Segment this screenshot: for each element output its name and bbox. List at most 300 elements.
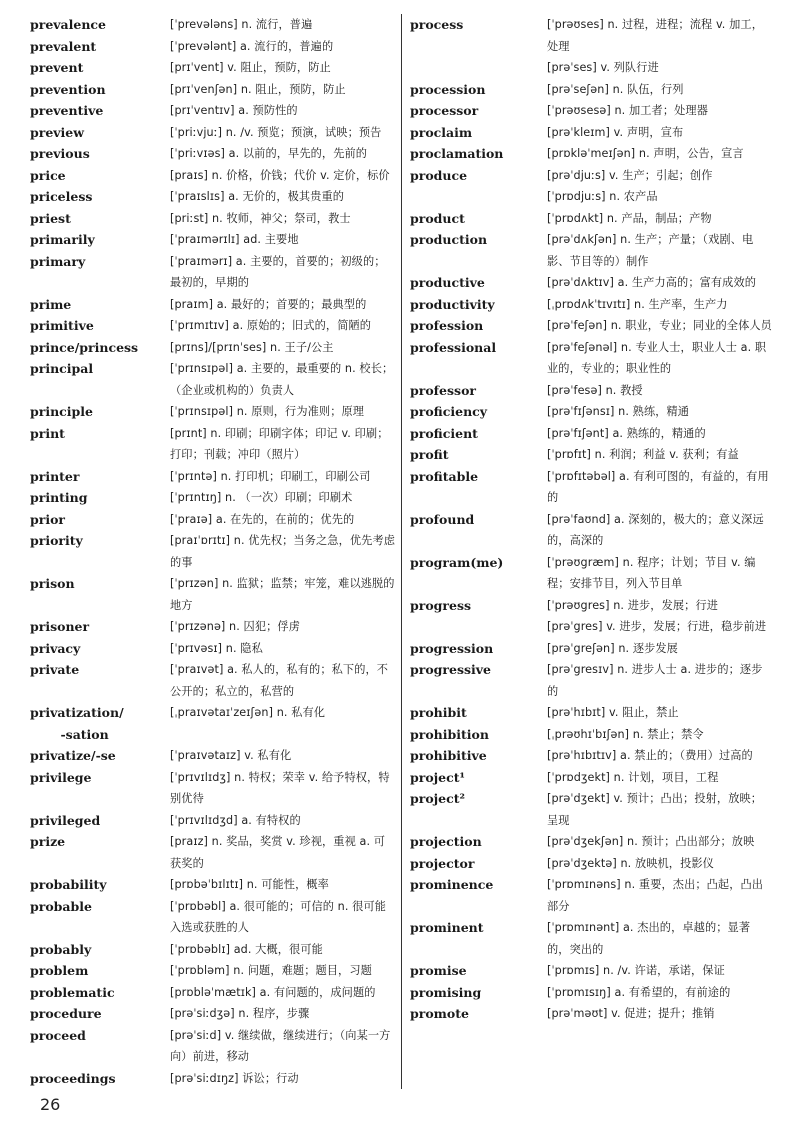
dictionary-entry xyxy=(30,530,396,573)
entry-senses xyxy=(170,767,396,810)
definition: [prəˈfaʊnd] a. 深刻的，极大的；意义深远的，高深的 xyxy=(547,512,764,547)
headword: profit xyxy=(410,447,449,462)
dictionary-entry xyxy=(30,122,396,144)
definition: [prɪˈvenʃən] n. 阻止，预防，防止 xyxy=(170,82,346,96)
definition: [ˈprɒmɪs] n. /v. 许诺，承诺，保证 xyxy=(547,964,725,977)
headword: principal xyxy=(30,361,94,376)
definition: [ˈpriːvjuː] n. /v. 预览；预演，试映；预告 xyxy=(170,125,382,139)
definition: [prəˈkleɪm] v. 声明，宣布 xyxy=(547,125,684,139)
entry-senses xyxy=(170,530,396,573)
definition: [ˈprɒdjuːs] n. 农产品 xyxy=(547,190,658,203)
dictionary-entry xyxy=(30,1003,396,1025)
definition: [ˌprəʊhɪˈbɪʃən] n. 禁止；禁令 xyxy=(547,727,704,741)
dictionary-column-left xyxy=(30,14,396,1089)
definition: [prəˈdʒekʃən] n. 预计；凸出部分；放映 xyxy=(547,835,755,848)
definition: [ˈprəʊsesə] n. 加工者；处理器 xyxy=(547,104,708,117)
entry-senses xyxy=(170,1003,396,1025)
definition: [prɪˈvent] v. 阻止，预防，防止 xyxy=(170,61,331,74)
definition: [ˈprɪnsɪpəl] n. 原则，行为准则；原理 xyxy=(170,405,365,418)
page-number: 26 xyxy=(40,1095,61,1114)
entry-senses xyxy=(547,960,772,982)
entry-senses xyxy=(170,831,396,874)
entry-senses xyxy=(170,1068,396,1090)
dictionary-entry xyxy=(30,251,396,294)
dictionary-column-right xyxy=(410,14,772,1025)
headword: professional xyxy=(410,339,497,355)
definition: [prəˈhɪbɪtɪv] a. 禁止的；（费用）过高的 xyxy=(547,749,753,762)
entry-senses xyxy=(547,229,772,272)
dictionary-entry xyxy=(30,79,396,101)
dictionary-entry xyxy=(410,767,772,789)
definition: [ˈprɪzənə] n. 囚犯；俘虏 xyxy=(170,620,300,633)
dictionary-entry xyxy=(30,659,396,702)
dictionary-entry xyxy=(30,638,396,660)
entry-senses xyxy=(547,509,772,552)
dictionary-entry xyxy=(30,509,396,531)
headword: promising xyxy=(410,984,482,1000)
definition: [prɪnt] n. 印刷；印刷字体；印记 v. 印刷；打印；刊载；冲印（照片） xyxy=(170,426,389,461)
definition: [ˈprɒfɪt] n. 利润；利益 v. 获利；有益 xyxy=(547,448,739,461)
headword: priest xyxy=(30,210,71,226)
dictionary-entry xyxy=(410,960,772,982)
headword: prize xyxy=(30,834,66,849)
entry-senses xyxy=(170,939,396,961)
entry-senses xyxy=(547,186,772,208)
definition: [ˈprɒdʒekt] n. 计划，项目，工程 xyxy=(547,770,719,784)
headword: prison xyxy=(30,576,75,591)
definition: [prəˈgreʃən] n. 逐步发展 xyxy=(547,641,678,655)
dictionary-entry xyxy=(30,702,396,745)
dictionary-entry xyxy=(30,14,396,36)
headword: promote xyxy=(410,1006,469,1021)
headword: profession xyxy=(410,318,484,333)
entry-senses xyxy=(547,466,772,509)
headword: probable xyxy=(30,898,92,914)
entry-senses xyxy=(547,638,772,660)
entry-senses xyxy=(170,229,396,251)
definition: [prəˈfeʃən] n. 职业，专业；同业的全体人员 xyxy=(547,319,772,332)
definition: [ˈprɪvɪlɪdʒ] n. 特权；荣幸 v. 给予特权，特别优待 xyxy=(170,770,390,805)
dictionary-entry xyxy=(410,509,772,552)
dictionary-entry xyxy=(410,208,772,230)
entry-senses xyxy=(170,509,396,531)
dictionary-entry xyxy=(30,939,396,961)
entry-senses xyxy=(547,315,772,337)
definition: [prəˈfeʃənəl] n. 专业人士，职业人士 a. 职业的，专业的；职业性的 xyxy=(547,340,767,375)
definition: [prəˈfesə] n. 教授 xyxy=(547,383,643,397)
entry-senses xyxy=(170,423,396,466)
dictionary-entry xyxy=(30,573,396,616)
definition: [prəˈdʌktɪv] a. 生产力高的；富有成效的 xyxy=(547,276,757,289)
definition: [ˈprevələnt] a. 流行的，普遍的 xyxy=(170,39,334,53)
headword: privilege xyxy=(30,769,92,785)
dictionary-entry xyxy=(410,444,772,466)
headword: privatization/ -sation xyxy=(30,705,124,742)
headword: prominent xyxy=(410,920,484,935)
definition: [praɪˈɒrɪtɪ] n. 优先权；当务之急，优先考虑的事 xyxy=(170,534,396,569)
headword: proficiency xyxy=(410,404,488,419)
headword: price xyxy=(30,167,66,183)
headword: problematic xyxy=(30,984,115,1000)
dictionary-entry xyxy=(410,552,772,595)
headword: printer xyxy=(30,468,80,484)
headword: progress xyxy=(410,597,472,613)
dictionary-entry xyxy=(30,896,396,939)
entry-senses xyxy=(547,659,772,702)
dictionary-entry xyxy=(30,36,396,58)
definition: [prəˈsiːdɪŋz] 诉讼；行动 xyxy=(170,1071,299,1085)
definition: [ˈprɪvɪlɪdʒd] a. 有特权的 xyxy=(170,813,301,827)
dictionary-entry xyxy=(410,143,772,165)
definition: [prəˈdʌkʃən] n. 生产；产量；（戏剧、电影、节目等的）制作 xyxy=(547,233,754,268)
dictionary-entry xyxy=(410,616,772,638)
headword: prohibition xyxy=(410,726,489,742)
headword: progressive xyxy=(410,662,491,677)
headword: privatize/-se xyxy=(30,748,116,763)
headword: prisoner xyxy=(30,619,90,634)
headword: priority xyxy=(30,533,83,548)
dictionary-entry xyxy=(410,702,772,724)
definition: [prəˈsiːdʒə] n. 程序，步骤 xyxy=(170,1007,310,1020)
entry-senses xyxy=(547,380,772,402)
entry-senses xyxy=(547,831,772,853)
definition: [prəˈfɪʃənt] a. 熟练的，精通的 xyxy=(547,426,706,440)
definition: [prəˈdjuːs] v. 生产；引起；创作 xyxy=(547,168,713,182)
entry-senses xyxy=(547,272,772,294)
headword: privileged xyxy=(30,812,101,828)
definition: [prəˈhɪbɪt] v. 阻止，禁止 xyxy=(547,706,679,719)
definition: [ˈprɒmɪnəns] n. 重要，杰出；凸起，凸出部分 xyxy=(547,878,764,913)
entry-senses xyxy=(547,401,772,423)
headword: preventive xyxy=(30,103,104,118)
entry-senses xyxy=(170,36,396,58)
dictionary-entry xyxy=(30,616,396,638)
headword: prince/princess xyxy=(30,339,139,355)
entry-senses xyxy=(547,14,772,57)
dictionary-entry xyxy=(30,767,396,810)
dictionary-entry xyxy=(30,466,396,488)
dictionary-entry xyxy=(30,337,396,359)
dictionary-entry xyxy=(410,122,772,144)
dictionary-entry xyxy=(30,165,396,187)
dictionary-entry xyxy=(410,165,772,187)
headword: progression xyxy=(410,640,494,656)
entry-senses xyxy=(547,444,772,466)
entry-senses xyxy=(170,638,396,660)
definition: [praɪz] n. 奖品，奖赏 v. 珍视，重视 a. 可获奖的 xyxy=(170,835,386,870)
definition: [prəˈdʒekt] v. 预计；凸出；投射，放映；呈现 xyxy=(547,792,763,827)
headword: privacy xyxy=(30,640,81,656)
definition: [prəˈses] v. 列队行进 xyxy=(547,61,659,74)
entry-senses xyxy=(547,208,772,230)
dictionary-entry xyxy=(410,638,772,660)
dictionary-entry xyxy=(30,423,396,466)
definition: [prəˈgres] v. 进步，发展；行进，稳步前进 xyxy=(547,620,767,633)
dictionary-entry xyxy=(410,874,772,917)
dictionary-entry xyxy=(410,853,772,875)
headword: projection xyxy=(410,834,482,849)
dictionary-entry xyxy=(410,315,772,337)
headword: promise xyxy=(410,963,467,978)
definition: [ˈprɪvəsɪ] n. 隐私 xyxy=(170,641,263,655)
headword: process xyxy=(410,17,464,32)
headword: processor xyxy=(410,103,479,118)
definition: [ˈprɒbəblɪ] ad. 大概，很可能 xyxy=(170,942,323,956)
entry-senses xyxy=(170,960,396,982)
entry-senses xyxy=(170,57,396,79)
dictionary-entry xyxy=(410,337,772,380)
entry-senses xyxy=(547,552,772,595)
entry-senses xyxy=(170,208,396,230)
entry-senses xyxy=(170,466,396,488)
entry-senses xyxy=(170,487,396,509)
entry-senses xyxy=(170,337,396,359)
dictionary-entry xyxy=(410,831,772,853)
headword: productive xyxy=(410,275,485,290)
headword: prime xyxy=(30,296,72,312)
headword: prohibitive xyxy=(410,748,487,763)
headword: product xyxy=(410,210,465,226)
headword: profitable xyxy=(410,468,479,484)
definition: [ˌpraɪvətaɪˈzeɪʃən] n. 私有化 xyxy=(170,706,326,719)
entry-senses xyxy=(170,315,396,337)
dictionary-entry xyxy=(410,186,772,208)
headword: primarily xyxy=(30,232,95,247)
headword: prevent xyxy=(30,60,84,75)
dictionary-entry xyxy=(410,229,772,272)
dictionary-entry xyxy=(30,1025,396,1068)
entry-senses xyxy=(170,401,396,423)
definition: [ˈprɪmɪtɪv] a. 原始的；旧式的，简陋的 xyxy=(170,319,372,332)
dictionary-entry xyxy=(30,487,396,509)
entry-senses xyxy=(547,143,772,165)
entry-senses xyxy=(547,745,772,767)
headword: prior xyxy=(30,511,65,527)
entry-senses xyxy=(170,874,396,896)
headword: proclamation xyxy=(410,146,504,161)
dictionary-entry xyxy=(30,810,396,832)
headword: productivity xyxy=(410,296,495,312)
dictionary-entry xyxy=(30,186,396,208)
dictionary-entry xyxy=(30,100,396,122)
headword: proceedings xyxy=(30,1070,116,1086)
definition: [ˈpriːvɪəs] a. 以前的，早先的，先前的 xyxy=(170,147,368,160)
entry-senses xyxy=(170,358,396,401)
dictionary-entry xyxy=(30,1068,396,1090)
definition: [prɒbəˈbɪlɪtɪ] n. 可能性，概率 xyxy=(170,878,329,891)
definition: [praɪm] a. 最好的；首要的；最典型的 xyxy=(170,297,367,311)
definition: [ˈprəʊgræm] n. 程序；计划；节目 v. 编程；安排节目，列入节目单 xyxy=(547,555,756,590)
definition: [prɪˈventɪv] a. 预防性的 xyxy=(170,104,298,117)
definition: [ˈprevələns] n. 流行，普遍 xyxy=(170,18,313,31)
headword: principle xyxy=(30,404,93,419)
entry-senses xyxy=(547,595,772,617)
dictionary-entry xyxy=(410,724,772,746)
dictionary-entry xyxy=(410,57,772,79)
dictionary-entry xyxy=(30,874,396,896)
definition: [ˈprɒfɪtəbəl] a. 有利可图的，有益的，有用的 xyxy=(547,469,769,504)
dictionary-entry xyxy=(30,401,396,423)
definition: [ˈprɒbləm] n. 问题，难题；题目，习题 xyxy=(170,964,372,977)
definition: [prɒkləˈmeɪʃən] n. 声明，公告，宣言 xyxy=(547,147,744,160)
definition: [ˈprɪnsɪpəl] a. 主要的，最重要的 n. 校长；（企业或机构的）负责人 xyxy=(170,362,394,397)
definition: [ˈprɪzən] n. 监狱；监禁；牢笼，难以逃脱的地方 xyxy=(170,577,395,612)
headword: preview xyxy=(30,124,85,140)
definition: [ˈpraɪslɪs] a. 无价的，极其贵重的 xyxy=(170,190,345,203)
definition: [prəˈməʊt] v. 促进；提升；推销 xyxy=(547,1007,715,1020)
dictionary-entry xyxy=(30,57,396,79)
dictionary-entry xyxy=(410,79,772,101)
entry-senses xyxy=(170,79,396,101)
dictionary-entry xyxy=(410,380,772,402)
definition: [ˈprɒdʌkt] n. 产品，制品；产物 xyxy=(547,211,712,225)
entry-senses xyxy=(170,186,396,208)
entry-senses xyxy=(547,702,772,724)
definition: [ˈprɒbəbl] a. 很可能的；可信的 n. 很可能入选或获胜的人 xyxy=(170,899,387,934)
entry-senses xyxy=(547,423,772,445)
definition: [prəˈfɪʃənsɪ] n. 熟练，精通 xyxy=(547,405,690,418)
headword: projector xyxy=(410,855,475,871)
entry-senses xyxy=(547,122,772,144)
definition: [prɒbləˈmætɪk] a. 有问题的，成问题的 xyxy=(170,985,376,999)
headword: produce xyxy=(410,167,468,183)
dictionary-entry xyxy=(410,1003,772,1025)
entry-senses xyxy=(547,337,772,380)
headword: project² xyxy=(410,791,465,806)
dictionary-entry xyxy=(410,466,772,509)
headword: probability xyxy=(30,877,107,892)
headword: priceless xyxy=(30,189,93,204)
definition: [ˈprɒmɪnənt] a. 杰出的，卓越的；显著的，突出的 xyxy=(547,921,751,956)
headword: primitive xyxy=(30,318,94,333)
dictionary-entry xyxy=(30,831,396,874)
definition: [prɪns]/[prɪnˈses] n. 王子/公主 xyxy=(170,340,334,354)
headword: prominence xyxy=(410,877,494,892)
definition: [ˈprɪntə] n. 打印机；印刷工，印刷公司 xyxy=(170,469,371,483)
entry-senses xyxy=(170,616,396,638)
dictionary-entry xyxy=(30,745,396,767)
entry-senses xyxy=(170,573,396,616)
headword: problem xyxy=(30,963,89,978)
entry-senses xyxy=(170,251,396,294)
entry-senses xyxy=(547,79,772,101)
dictionary-entry xyxy=(410,595,772,617)
dictionary-entry xyxy=(410,917,772,960)
definition: [prəˈsiːd] v. 继续做，继续进行；（向某一方向）前进，移动 xyxy=(170,1028,391,1063)
entry-senses xyxy=(547,724,772,746)
dictionary-entry xyxy=(30,229,396,251)
headword: project¹ xyxy=(410,769,465,785)
entry-senses xyxy=(547,982,772,1004)
dictionary-entry xyxy=(410,745,772,767)
entry-senses xyxy=(547,1003,772,1025)
definition: [ˈprɪntɪŋ] n. （一次）印刷；印刷术 xyxy=(170,491,353,504)
dictionary-entry xyxy=(30,982,396,1004)
entry-senses xyxy=(170,659,396,702)
entry-senses xyxy=(547,294,772,316)
headword: prevention xyxy=(30,81,106,97)
definition: [priːst] n. 牧师，神父；祭司，教士 xyxy=(170,211,351,225)
headword: primary xyxy=(30,253,86,269)
dictionary-entry xyxy=(410,294,772,316)
headword: previous xyxy=(30,146,90,161)
dictionary-entry xyxy=(30,294,396,316)
headword: procession xyxy=(410,81,486,97)
definition: [ˈpraɪvətaɪz] v. 私有化 xyxy=(170,749,292,762)
headword: proficient xyxy=(410,425,478,441)
entry-senses xyxy=(547,874,772,917)
definition: [ˈprəʊses] n. 过程，进程；流程 v. 加工，处理 xyxy=(547,18,763,53)
headword: production xyxy=(410,232,488,247)
entry-senses xyxy=(547,767,772,789)
entry-senses xyxy=(170,896,396,939)
headword: professor xyxy=(410,382,476,398)
dictionary-entry xyxy=(410,982,772,1004)
entry-senses xyxy=(170,165,396,187)
entry-senses xyxy=(547,57,772,79)
definition: [prəˈseʃən] n. 队伍，行列 xyxy=(547,82,684,96)
definition: [ˈpraɪmərɪlɪ] ad. 主要地 xyxy=(170,233,299,246)
entry-senses xyxy=(547,788,772,831)
entry-senses xyxy=(170,14,396,36)
definition: [praɪs] n. 价格，价钱；代价 v. 定价，标价 xyxy=(170,168,390,182)
entry-senses xyxy=(547,100,772,122)
entry-senses xyxy=(547,917,772,960)
headword: prohibit xyxy=(410,705,467,720)
headword: private xyxy=(30,662,80,677)
dictionary-entry xyxy=(410,423,772,445)
definition: [prəˈgresɪv] n. 进步人士 a. 进步的；逐步的 xyxy=(547,663,763,698)
entry-senses xyxy=(170,1025,396,1068)
entry-senses xyxy=(170,143,396,165)
definition: [ˈpraɪmərɪ] a. 主要的，首要的；初级的；最初的，早期的 xyxy=(170,254,386,289)
definition: [ˈpraɪə] a. 在先的，在前的；优先的 xyxy=(170,512,355,526)
definition: [ˌprɒdʌkˈtɪvɪtɪ] n. 生产率，生产力 xyxy=(547,297,728,311)
entry-senses xyxy=(547,616,772,638)
column-divider xyxy=(401,14,402,1089)
dictionary-entry xyxy=(410,401,772,423)
headword: procedure xyxy=(30,1006,102,1021)
definition: [ˈprɒmɪsɪŋ] a. 有希望的，有前途的 xyxy=(547,985,731,999)
dictionary-entry xyxy=(410,659,772,702)
entry-senses xyxy=(170,702,396,724)
headword: prevalent xyxy=(30,38,97,54)
dictionary-entry xyxy=(30,208,396,230)
definition: [ˈpraɪvət] a. 私人的，私有的；私下的，不公开的；私立的，私营的 xyxy=(170,663,389,698)
entry-senses xyxy=(170,982,396,1004)
dictionary-entry xyxy=(410,100,772,122)
headword: proceed xyxy=(30,1027,86,1043)
headword: profound xyxy=(410,511,475,527)
entry-senses xyxy=(547,853,772,875)
headword: print xyxy=(30,425,65,441)
dictionary-entry xyxy=(410,788,772,831)
headword: printing xyxy=(30,490,88,505)
dictionary-entry xyxy=(410,14,772,57)
entry-senses xyxy=(170,745,396,767)
headword: program(me) xyxy=(410,554,504,570)
entry-senses xyxy=(170,100,396,122)
definition: [ˈprəʊgres] n. 进步，发展；行进 xyxy=(547,598,719,612)
entry-senses xyxy=(170,294,396,316)
dictionary-entry xyxy=(410,272,772,294)
dictionary-entry xyxy=(30,960,396,982)
entry-senses xyxy=(170,122,396,144)
entry-senses xyxy=(170,810,396,832)
dictionary-entry xyxy=(30,358,396,401)
headword: prevalence xyxy=(30,17,106,32)
headword: probably xyxy=(30,941,92,957)
